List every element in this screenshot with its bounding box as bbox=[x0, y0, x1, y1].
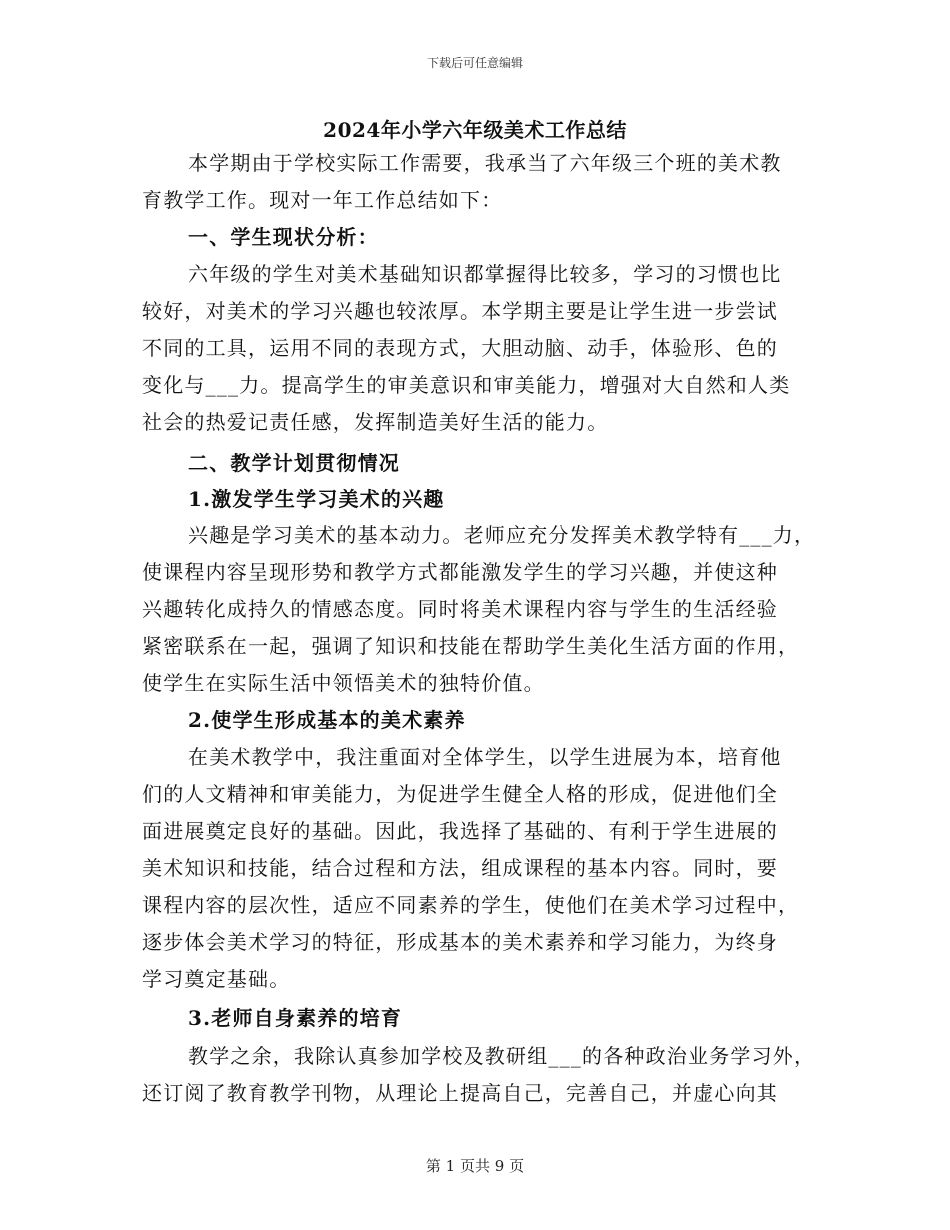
section-heading-1: 一、学生现状分析： bbox=[188, 225, 379, 249]
paragraph-line: 使学生在实际生活中领悟美术的独特价值。 bbox=[142, 671, 545, 695]
paragraph-line: 变化与___力。提高学生的审美意识和审美能力，增强对大自然和人类 bbox=[142, 373, 791, 397]
header-note: 下载后可任意编辑 bbox=[426, 56, 523, 70]
subsection-heading-2: 2.使学生形成基本的美术素养 bbox=[188, 708, 466, 732]
document-title: 2024年小学六年级美术工作总结 bbox=[323, 118, 627, 142]
paragraph-line: 较好，对美术的学习兴趣也较浓厚。本学期主要是让学生进一步尝试 bbox=[142, 299, 778, 323]
paragraph-line: 兴趣是学习美术的基本动力。老师应充分发挥美术教学特有___力， bbox=[188, 523, 816, 547]
intro-line: 育教学工作。现对一年工作总结如下： bbox=[142, 188, 503, 212]
paragraph-line: 在美术教学中，我注重面对全体学生，以学生进展为本，培育他 bbox=[188, 745, 782, 769]
intro-line: 本学期由于学校实际工作需要，我承当了六年级三个班的美术教 bbox=[188, 151, 782, 175]
subsection-heading-3: 3.老师自身素养的培育 bbox=[188, 1006, 403, 1030]
subsection-heading-1: 1.激发学生学习美术的兴趣 bbox=[188, 487, 445, 511]
section-heading-2: 二、教学计划贯彻情况 bbox=[188, 451, 400, 475]
page-footer: 第 1 页共 9 页 bbox=[425, 1157, 525, 1175]
paragraph-line: 使课程内容呈现形势和教学方式都能激发学生的学习兴趣，并使这种 bbox=[142, 560, 778, 584]
paragraph-line: 逐步体会美术学习的特征，形成基本的美术素养和学习能力，为终身 bbox=[142, 930, 778, 954]
paragraph-line: 还订阅了教育教学刊物，从理论上提高自己，完善自己，并虚心向其 bbox=[142, 1081, 778, 1105]
paragraph-line: 兴趣转化成持久的情感态度。同时将美术课程内容与学生的生活经验 bbox=[142, 597, 778, 621]
paragraph-line: 课程内容的层次性，适应不同素养的学生，使他们在美术学习过程中， bbox=[142, 893, 800, 917]
paragraph-line: 不同的工具，运用不同的表现方式，大胆动脑、动手，体验形、色的 bbox=[142, 336, 778, 360]
paragraph-line: 学习奠定基础。 bbox=[142, 967, 291, 991]
paragraph-line: 紧密联系在一起，强调了知识和技能在帮助学生美化生活方面的作用， bbox=[142, 634, 800, 658]
paragraph-line: 面进展奠定良好的基础。因此，我选择了基础的、有利于学生进展的 bbox=[142, 819, 778, 843]
paragraph-line: 美术知识和技能，结合过程和方法，组成课程的基本内容。同时，要 bbox=[142, 856, 778, 880]
paragraph-line: 教学之余，我除认真参加学校及教研组___的各种政治业务学习外， bbox=[188, 1044, 816, 1068]
paragraph-line: 们的人文精神和审美能力，为促进学生健全人格的形成，促进他们全 bbox=[142, 782, 778, 806]
paragraph-line: 社会的热爱记责任感，发挥制造美好生活的能力。 bbox=[142, 410, 609, 434]
paragraph-line: 六年级的学生对美术基础知识都掌握得比较多，学习的习惯也比 bbox=[188, 262, 782, 286]
